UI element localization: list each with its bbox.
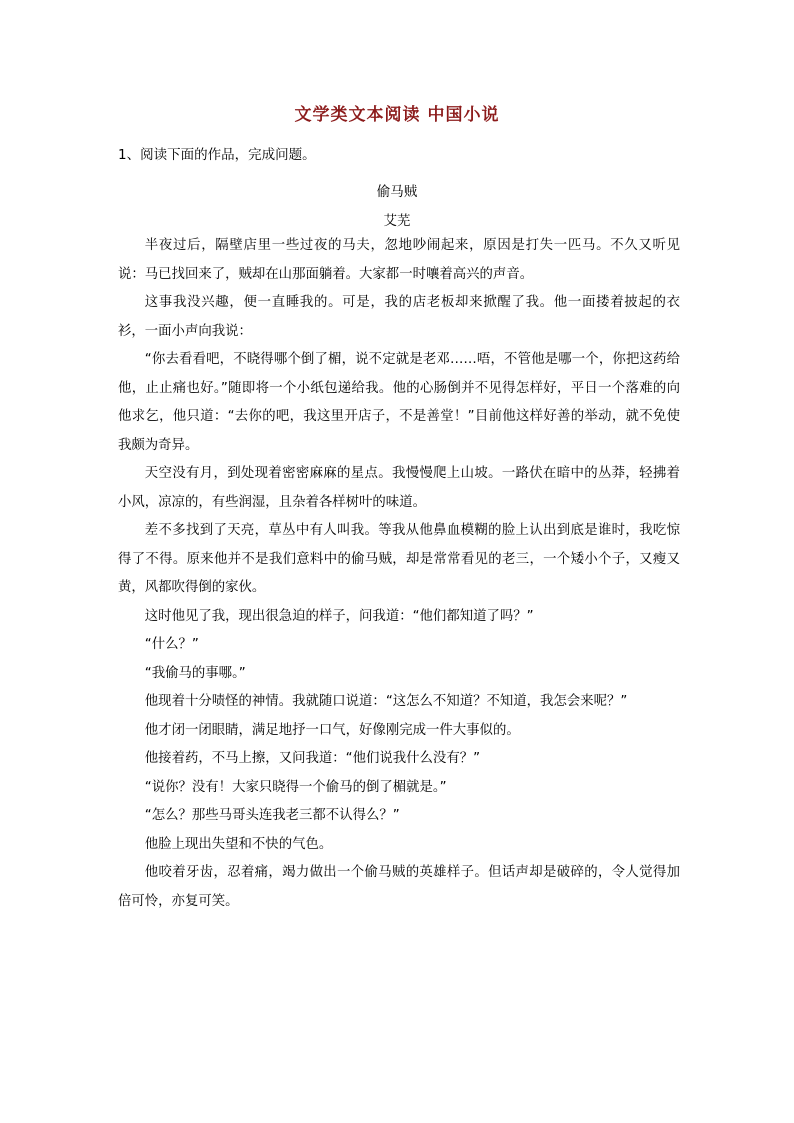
- paragraph: 他接着药，不马上擦，又问我道：“他们说我什么没有？”: [144, 751, 481, 766]
- story-author: 艾芜: [383, 213, 411, 229]
- question-prompt: 1、阅读下面的作品，完成问题。: [118, 147, 316, 163]
- paragraph: 他才闭一闭眼睛，满足地抒一口气，好像刚完成一件大事似的。: [144, 722, 520, 738]
- story-title: 偷马贼: [376, 184, 418, 200]
- paragraph: “说你？没有！大家只晓得一个偷马的倒了楣就是。”: [144, 779, 447, 795]
- paragraph: 他脸上现出失望和不快的气色。: [144, 836, 333, 852]
- paragraph: “怎么？那些马哥头连我老三都不认得么？”: [144, 808, 400, 823]
- story-body: [118, 232, 680, 916]
- paragraph: 他现着十分啧怪的神情。我就随口说道：“这怎么不知道？不知道，我怎会来呢？”: [144, 694, 628, 709]
- paragraph: 差不多找到了天亮，草丛中有人叫我。等我从他鼻血模糊的脸上认出到底是谁时，我吃惊得了不得。原来他并不是我们意料中的偷马贼，却是常常看见的老三，一个矮小个子，又瘦又黄，风都吹得倒的家伙。: [118, 523, 680, 595]
- paragraph: 半夜过后，隔壁店里一些过夜的马夫，忽地吵闹起来，原因是打失一匹马。不久又听见说：马已找回来了，贼却在山那面躺着。大家都一时嚷着高兴的声音。: [118, 238, 680, 282]
- paragraph: 天空没有月，到处现着密密麻麻的星点。我慢慢爬上山坡。一路伏在暗中的丛莽，轻拂着小风，凉凉的，有些润湿，且杂着各样树叶的味道。: [118, 466, 680, 510]
- document-title: 文学类文本阅读 中国小说: [294, 105, 500, 125]
- paragraph: “我偷马的事哪。”: [144, 665, 246, 681]
- paragraph: 这时他见了我，现出很急迫的样子，问我道：“他们都知道了吗？”: [144, 608, 534, 624]
- paragraph: “什么？”: [144, 637, 199, 652]
- paragraph: 他咬着牙齿，忍着痛，竭力做出一个偷马贼的英雄样子。但话声却是破碎的，令人觉得加倍可怜，亦复可笑。: [118, 865, 680, 909]
- paragraph: 这事我没兴趣，便一直睡我的。可是，我的店老板却来掀醒了我。他一面搂着披起的衣衫，一面小声向我说：: [118, 295, 680, 339]
- paragraph: “你去看看吧，不晓得哪个倒了楣，说不定就是老邓……唔，不管他是哪一个，你把这药给他，止止痛也好。”随即将一个小纸包递给我。他的心肠倒并不见得怎样好，平日一个落难的向他求乞，他只道：“去你的吧，我这里开店子，不是善堂！”目前他这样好善的举动，就不免使我颇为奇异。: [118, 352, 680, 453]
